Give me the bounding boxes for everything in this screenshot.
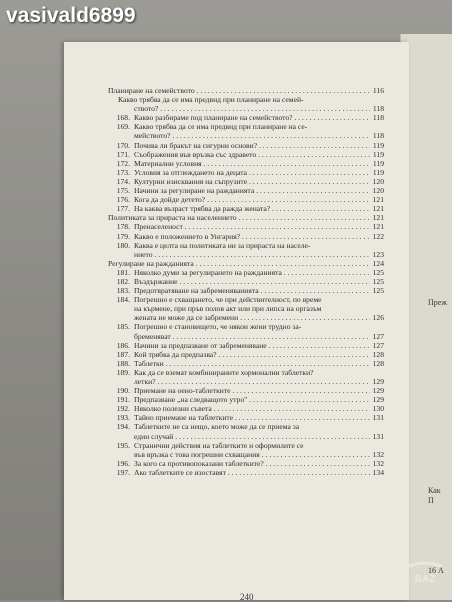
toc-entry-number: 186. xyxy=(116,340,130,350)
toc-entry-page: 125 xyxy=(372,286,384,296)
toc-entry-title xyxy=(108,186,370,195)
toc-entry-title xyxy=(108,404,370,413)
toc-entry xyxy=(108,95,384,104)
toc-entry-page: 121 xyxy=(372,195,384,205)
toc-entry-text: Погрешно е схващането, че при действителност, по време xyxy=(134,295,322,305)
toc-entry-number: 191. xyxy=(116,395,130,405)
toc-entry-title xyxy=(108,213,370,222)
toc-entry-title xyxy=(134,332,370,341)
toc-entry-text: Планиране на семейството xyxy=(108,86,195,95)
toc-entry xyxy=(108,386,384,395)
watermark-text: vasivald6899 xyxy=(6,4,136,27)
toc-entry-text: Пренаселеност xyxy=(134,222,183,232)
toc-entry-text: Таблетките не са нещо, което може да се приема за xyxy=(134,422,300,432)
toc-entry-text: Няколко полезни съвета xyxy=(134,404,212,414)
toc-entry-page: 127 xyxy=(372,340,384,350)
toc-entry-title xyxy=(134,304,370,313)
toc-entry-title xyxy=(108,322,370,331)
toc-entry xyxy=(108,259,384,268)
toc-entry-number: 188. xyxy=(116,358,130,368)
toc-entry-text: Културни изисквания на съпрузите xyxy=(134,176,248,186)
toc-entry-number: 182. xyxy=(116,276,130,286)
toc-entry xyxy=(108,413,384,422)
toc-entry-number: 175. xyxy=(116,186,130,196)
toc-entry-number: 189. xyxy=(116,367,130,377)
toc-entry-page: 120 xyxy=(372,176,384,186)
toc-entry xyxy=(108,432,384,441)
toc-entry-title xyxy=(108,350,370,359)
toc-entry-number: 170. xyxy=(116,140,130,150)
toc-entry-text: Материални условия xyxy=(134,158,202,168)
toc-entry-number: 184. xyxy=(116,295,130,305)
toc-entry-text: Няколко думи за регулирането на ражданията xyxy=(134,267,282,277)
toc-entry-number: 177. xyxy=(116,204,130,214)
toc-entry-text: Какво разбираме под планиране на семейството? xyxy=(134,113,293,123)
toc-entry xyxy=(108,141,384,150)
toc-entry-title xyxy=(118,95,370,104)
toc-entry-text: летки? xyxy=(134,377,156,386)
toc-entry-number: 196. xyxy=(116,458,130,468)
toc-entry xyxy=(108,277,384,286)
toc-entry-page: 123 xyxy=(372,249,384,259)
toc-entry-text: Как да се вземат комбинираните хормонални таблетки? xyxy=(134,367,314,377)
toc-entry-page: 128 xyxy=(372,358,384,368)
toc-entry xyxy=(108,159,384,168)
toc-entry xyxy=(108,322,384,331)
toc-entry-title xyxy=(108,159,370,168)
toc-entry-text: нието xyxy=(134,249,153,259)
toc-entry-number: 181. xyxy=(116,267,130,277)
toc-entry-text: За кого са противопоказани таблетките? xyxy=(134,458,264,468)
svg-text:BAZ: BAZ xyxy=(414,574,436,585)
toc-entry xyxy=(108,213,384,222)
toc-entry-number: 190. xyxy=(116,386,130,396)
toc-entry-page: 119 xyxy=(372,149,384,159)
toc-entry-number: 197. xyxy=(116,467,130,477)
toc-entry xyxy=(108,150,384,159)
toc-entry-text: Начини за регулиране на ражданията xyxy=(134,186,255,196)
toc-entry-title xyxy=(108,359,370,368)
toc-entry xyxy=(108,222,384,231)
toc-entry-text: Каква е целта на политиката ни за прираста на населе- xyxy=(134,240,311,250)
page-number: 240 xyxy=(240,592,254,602)
adjacent-page-fragment: Преж xyxy=(428,298,447,307)
toc-entry-page: 116 xyxy=(372,86,384,95)
toc-entry-text: Съображения във връзка със здравето xyxy=(134,149,257,159)
toc-entry-title xyxy=(108,122,370,131)
toc-entry-text: бременяват xyxy=(134,331,171,341)
toc-entry-page: 120 xyxy=(372,186,384,196)
toc-entry-text: Регулиране на ражданията xyxy=(108,258,194,268)
toc-entry-text: Какво е положението в Унгария? xyxy=(134,231,241,241)
adjacent-page-fragment: 16 А xyxy=(428,566,444,575)
toc-entry xyxy=(108,232,384,241)
toc-entry-page: 125 xyxy=(372,276,384,286)
toc-entry-text: Предпазване „на следващото утро" xyxy=(134,395,248,405)
toc-entry-title xyxy=(108,86,370,95)
toc-entry-text: Какво трябва да се има предвид при планиране на се- xyxy=(134,122,308,132)
toc-entry xyxy=(108,122,384,131)
toc-entry-page: 118 xyxy=(372,104,384,114)
toc-entry-title xyxy=(108,295,370,304)
toc-entry xyxy=(108,441,384,450)
toc-entry-text: Погрешно е становището, че някои жени трудно за- xyxy=(134,322,302,332)
toc-entry xyxy=(108,332,384,341)
toc-entry-text: Предотвратяване на забременяванията xyxy=(134,286,259,296)
toc-entry-page: 121 xyxy=(372,222,384,232)
toc-entry-page: 121 xyxy=(372,213,384,223)
toc-entry-title xyxy=(108,441,370,450)
toc-entry xyxy=(108,195,384,204)
toc-entry-text: един случай xyxy=(134,431,174,441)
toc-entry-page: 129 xyxy=(372,395,384,405)
toc-entry-page: 121 xyxy=(372,204,384,214)
toc-entry-number: 183. xyxy=(116,286,130,296)
toc-entry-title xyxy=(108,222,370,231)
toc-entry xyxy=(108,459,384,468)
toc-entry-page: 127 xyxy=(372,331,384,341)
bazar-logo xyxy=(403,558,447,594)
toc-entry xyxy=(108,268,384,277)
toc-entry-title xyxy=(108,468,370,477)
toc-entry-number: 178. xyxy=(116,222,130,232)
toc-entry-number: 171. xyxy=(116,149,130,159)
toc-entry xyxy=(108,241,384,250)
toc-entry-title xyxy=(108,141,370,150)
toc-entry xyxy=(108,295,384,304)
adjacent-page-fragment: П xyxy=(428,496,434,505)
toc-entry-page: 118 xyxy=(372,131,384,141)
table-of-contents xyxy=(108,86,384,477)
toc-entry xyxy=(108,350,384,359)
toc-entry-text: ството? xyxy=(134,104,159,114)
toc-entry xyxy=(108,250,384,259)
toc-entry-page: 132 xyxy=(372,458,384,468)
adjacent-page-fragment: Как xyxy=(428,486,441,495)
toc-entry xyxy=(108,131,384,140)
toc-entry-number: 179. xyxy=(116,231,130,241)
toc-entry-number: 168. xyxy=(116,113,130,123)
toc-entry-title xyxy=(108,268,370,277)
toc-entry-page: 129 xyxy=(372,386,384,396)
toc-entry-number: 176. xyxy=(116,195,130,205)
toc-entry-title xyxy=(108,177,370,186)
toc-entry-text: На каква възраст трябва да ражда жената? xyxy=(134,204,271,214)
toc-entry-text: Какво трябва да се има предвид при планиране на семей- xyxy=(118,95,304,105)
toc-entry xyxy=(108,113,384,122)
toc-entry-title xyxy=(108,113,370,122)
toc-entry-page: 134 xyxy=(372,467,384,477)
toc-entry-title xyxy=(108,341,370,350)
toc-entry xyxy=(108,204,384,213)
toc-entry-title xyxy=(108,150,370,159)
toc-entry-title xyxy=(108,195,370,204)
toc-entry-page: 119 xyxy=(372,158,384,168)
toc-entry-number: 169. xyxy=(116,122,130,132)
toc-entry-text: Политиката за прираста на населението xyxy=(108,213,237,223)
toc-entry xyxy=(108,168,384,177)
toc-entry xyxy=(108,368,384,377)
toc-entry-title xyxy=(134,131,370,140)
toc-entry xyxy=(108,186,384,195)
toc-entry-page: 129 xyxy=(372,377,384,386)
toc-entry-title xyxy=(108,168,370,177)
toc-entry-title xyxy=(108,277,370,286)
toc-entry-text: Таблетки xyxy=(134,358,164,368)
toc-entry-title xyxy=(134,450,370,459)
toc-entry-number: 174. xyxy=(116,176,130,186)
toc-entry-page: 132 xyxy=(372,449,384,459)
toc-entry xyxy=(108,341,384,350)
toc-entry xyxy=(108,395,384,404)
toc-entry-text: Кога да дойде детето? xyxy=(134,195,206,205)
toc-entry-page: 118 xyxy=(372,113,384,123)
toc-entry-title xyxy=(108,232,370,241)
toc-entry-text: във връзка с това погрешни схващания xyxy=(134,449,260,459)
toc-entry xyxy=(108,377,384,386)
toc-entry-title xyxy=(134,250,370,259)
toc-entry-title xyxy=(108,413,370,422)
toc-entry-number: 195. xyxy=(116,440,130,450)
toc-entry-text: Въздържание xyxy=(134,276,178,286)
toc-entry-page: 119 xyxy=(372,167,384,177)
toc-entry-number: 173. xyxy=(116,167,130,177)
toc-entry-title xyxy=(108,386,370,395)
toc-entry-page: 131 xyxy=(372,431,384,441)
toc-entry-page: 124 xyxy=(372,258,384,268)
toc-entry xyxy=(108,422,384,431)
toc-entry-text: Почива ли бракът на сигурни основи? xyxy=(134,140,258,150)
toc-entry-title xyxy=(108,259,370,268)
toc-entry-page: 122 xyxy=(372,231,384,241)
toc-entry-title xyxy=(134,104,370,113)
toc-entry-page: 130 xyxy=(372,404,384,414)
toc-entry xyxy=(108,286,384,295)
toc-entry-text: Кой трябва да предпазва? xyxy=(134,349,217,359)
toc-entry-page: 119 xyxy=(372,140,384,150)
toc-entry xyxy=(108,313,384,322)
toc-entry-text: Условия за отглеждането на децата xyxy=(134,167,248,177)
toc-entry-title xyxy=(108,368,370,377)
toc-entry xyxy=(108,404,384,413)
toc-entry-text: жената не може да се забремени xyxy=(134,313,239,323)
toc-entry-number: 172. xyxy=(116,158,130,168)
toc-entry-number: 193. xyxy=(116,413,130,423)
toc-entry-number: 194. xyxy=(116,422,130,432)
toc-entry-number: 185. xyxy=(116,322,130,332)
toc-entry-number: 187. xyxy=(116,349,130,359)
toc-entry-text: Странични действия на таблетките и оформилите се xyxy=(134,440,304,450)
toc-entry-title xyxy=(134,432,370,441)
toc-entry xyxy=(108,450,384,459)
toc-entry-text: Начини за предпазване от забременяване xyxy=(134,340,267,350)
toc-entry-page: 125 xyxy=(372,267,384,277)
toc-entry-page: 131 xyxy=(372,413,384,423)
toc-entry-page: 128 xyxy=(372,349,384,359)
toc-entry xyxy=(108,468,384,477)
toc-entry xyxy=(108,359,384,368)
toc-entry xyxy=(108,86,384,95)
toc-entry xyxy=(108,304,384,313)
toc-entry-title xyxy=(134,313,370,322)
toc-entry-title xyxy=(108,241,370,250)
toc-entry-title xyxy=(108,459,370,468)
toc-entry-text: Тайно приемане на таблетките xyxy=(134,413,234,423)
toc-entry-title xyxy=(134,377,370,386)
toc-entry-number: 192. xyxy=(116,404,130,414)
toc-entry xyxy=(108,177,384,186)
toc-entry xyxy=(108,104,384,113)
toc-entry-title xyxy=(108,422,370,431)
toc-entry-page: 126 xyxy=(372,313,384,323)
toc-entry-text: Ако таблетките се изоставят xyxy=(134,467,226,477)
toc-entry-title xyxy=(108,395,370,404)
toc-entry-text: на кърмене, при пръв полов акт или при липса на оргазъм xyxy=(134,304,322,314)
toc-entry-title xyxy=(108,204,370,213)
toc-entry-title xyxy=(108,286,370,295)
toc-entry-text: мейството? xyxy=(134,131,171,141)
toc-entry-number: 180. xyxy=(116,240,130,250)
toc-entry-text: Приемане на оено-таблетките xyxy=(134,386,231,396)
